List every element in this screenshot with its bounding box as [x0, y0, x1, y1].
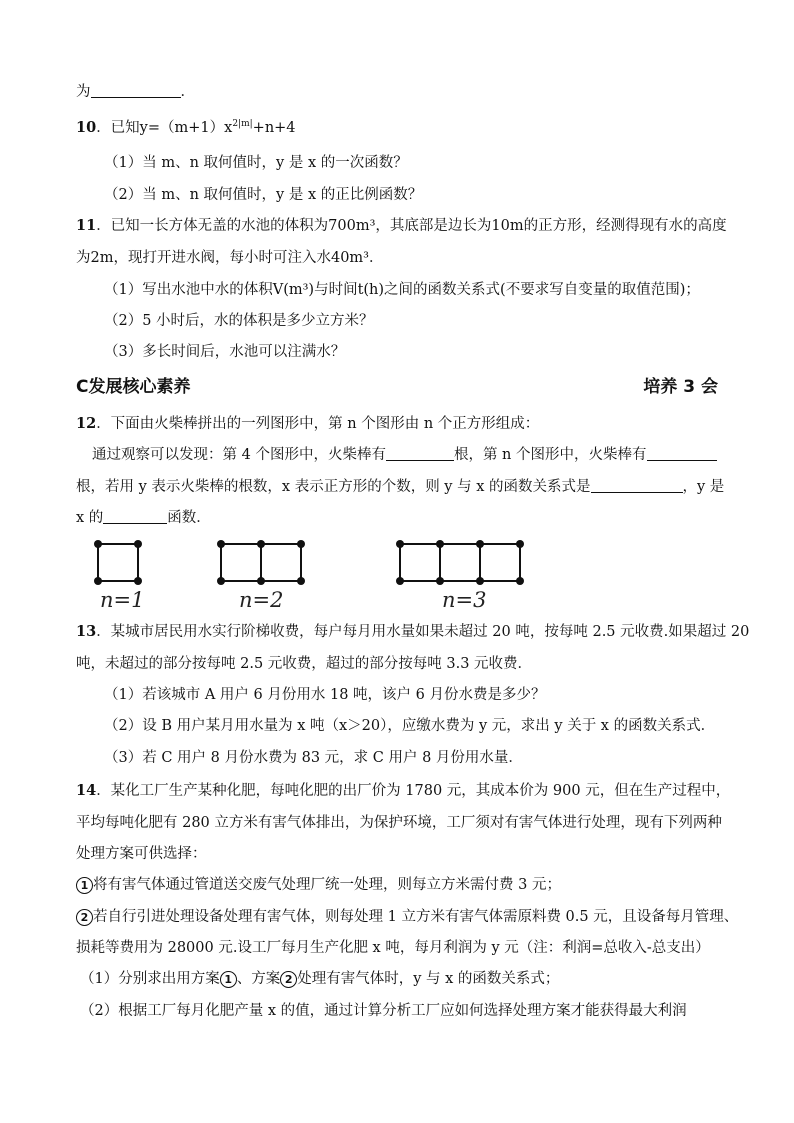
- question-11-sub1: （1）写出水池中水的体积V(m³)与时间t(h)之间的函数关系式(不要求写自变量的取值范围)；: [104, 282, 700, 298]
- circled-number-2: 2: [76, 909, 93, 926]
- figure-label-n2: n=2: [239, 588, 284, 612]
- section-title: C发展核心素养: [76, 377, 191, 397]
- question-13-sub1: （1）若该城市 A 用户 6 月份用水 18 吨，该户 6 月份水费是多少？: [104, 687, 546, 703]
- matchstick-squares: [84, 536, 544, 592]
- circled-number-1: 1: [76, 877, 93, 894]
- question-13-sub3: （3）若 C 用户 8 月份水费为 83 元，求 C 用户 8 月份用水量．: [104, 750, 523, 766]
- question-14-sub1: （1）分别求出用方案 1 、方案 2 处理有害气体时，y 与 x 的函数关系式；: [80, 971, 560, 987]
- question-10-sub2: （2）当 m、n 取何值时，y 是 x 的正比例函数？: [104, 187, 423, 203]
- answer-blank: [91, 83, 181, 98]
- question-12-line1: 通过观察可以发现：第 4 个图形中，火柴棒有 根，第 n 个图形中，火柴棒有: [92, 445, 724, 465]
- square-n3-a: [400, 544, 440, 581]
- square-n2-a: [221, 544, 261, 581]
- question-10-stem: 10．已知$y=(m+1)x^{2|m|}+n+4$: [76, 119, 296, 136]
- question-10-sub1: （1）当 m、n 取何值时，y 是 x 的一次函数？: [104, 155, 408, 171]
- question-14-option2-cont: 损耗等费用为 28000 元.设工厂每月生产化肥 x 吨，每月利润为 y 元（注：利润=总收入-总支出）: [76, 940, 710, 956]
- square-n2-b: [261, 544, 301, 581]
- matchstick-figure: [84, 536, 544, 616]
- question-14-line1: 14．某化工厂生产某种化肥，每吨化肥的出厂价为 1780 元，其成本价为 900 元，但在生产过程中，: [76, 782, 731, 799]
- question-12-line2: 根，若用 y 表示火柴棒的根数，x 表示正方形的个数，则 y 与 x 的函数关系式是 ，y 是: [76, 479, 725, 495]
- question-14-sub2: （2）根据工厂每月化肥产量 x 的值，通过计算分析工厂应如何选择处理方案才能获得最大利润: [80, 1003, 687, 1019]
- square-n3-c: [480, 544, 520, 581]
- question-12-stem: 12．下面由火柴棒拼出的一列图形中，第 n 个图形由 n 个正方形组成：: [76, 415, 540, 432]
- answer-blank: [647, 446, 717, 461]
- prev-question-tail: 为 ．: [76, 84, 195, 100]
- question-13-sub2: （2）设 B 用户某月用水量为 x 吨（x＞20），应缴水费为 y 元，求出 y 关于 x 的函数关系式．: [104, 718, 716, 734]
- question-11-line1: 11．已知一长方体无盖的水池的体积为700m³，其底部是边长为10m的正方形，经测得现有水的高度: [76, 217, 727, 234]
- question-13-line2: 吨，未超过的部分按每吨 2.5 元收费，超过的部分按每吨 3.3 元收费．: [76, 656, 533, 672]
- question-11-sub3: （3）多长时间后，水池可以注满水？: [104, 344, 346, 360]
- question-11-sub2: （2）5 小时后，水的体积是多少立方米？: [104, 313, 374, 329]
- section-right-label: 培养 3 会: [643, 377, 718, 397]
- question-12-line3: x 的 函数．: [76, 510, 211, 526]
- question-13-line1: 13．某城市居民用水实行阶梯收费，每户每月用水量如果未超过 20 吨，按每吨 2.5 元收费.如果超过 20: [76, 623, 750, 640]
- answer-blank: [103, 509, 167, 524]
- square-n1: [98, 544, 138, 581]
- answer-blank: [386, 446, 454, 461]
- figure-label-n1: n=1: [100, 588, 145, 612]
- question-14-line2: 平均每吨化肥有 280 立方米有害气体排出，为保护环境，工厂须对有害气体进行处理，现有下列两种: [76, 815, 722, 831]
- circled-number-2: 2: [280, 971, 297, 988]
- figure-label-n3: n=3: [442, 588, 487, 612]
- question-14-line3: 处理方案可供选择：: [76, 846, 207, 862]
- question-11-line2: 为2m，现打开进水阀，每小时可注入水40m³．: [76, 250, 384, 266]
- square-n3-b: [440, 544, 480, 581]
- question-14-option2: 2 若自行引进处理设备处理有害气体，则每处理 1 立方米有害气体需原料费 0.5 元，且设备每月管理、: [76, 907, 724, 927]
- question-14-option1: 1 将有害气体通过管道送交废气处理厂统一处理，则每立方米需付费 3 元；: [76, 875, 724, 895]
- circled-number-1: 1: [220, 971, 237, 988]
- answer-blank: [591, 478, 683, 493]
